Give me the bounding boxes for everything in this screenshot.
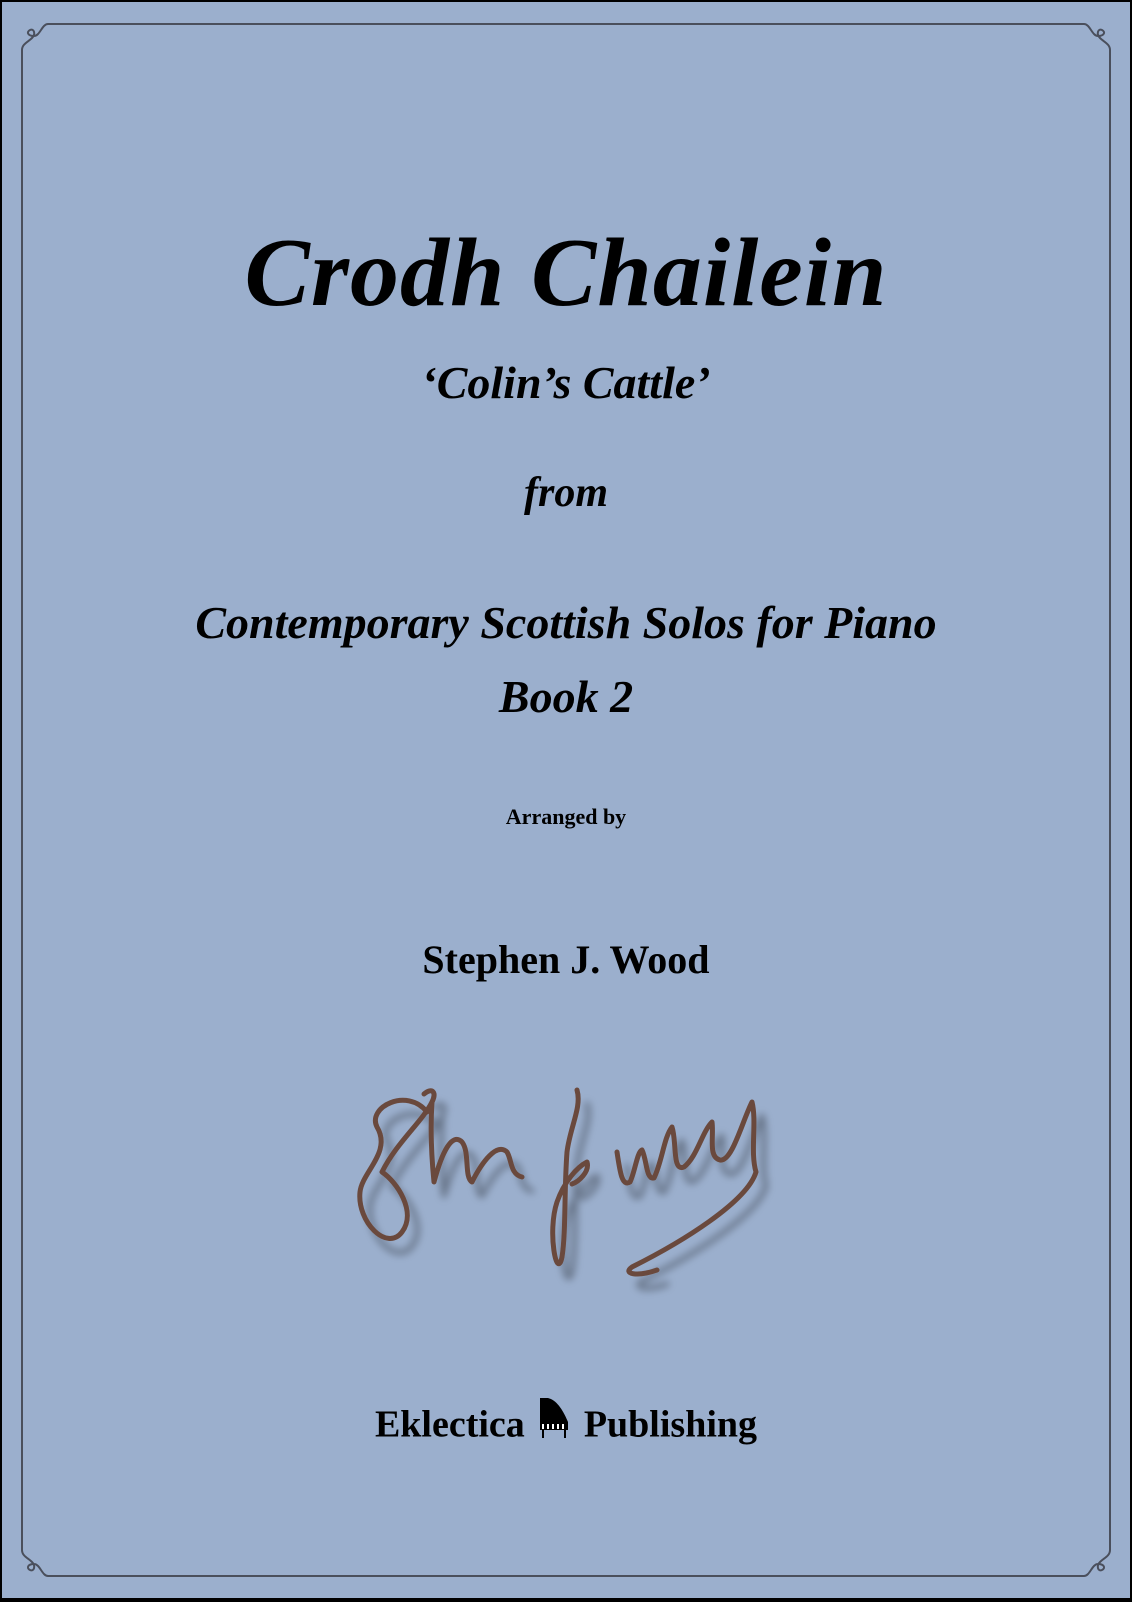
piece-title: Crodh Chailein: [244, 219, 888, 327]
grand-piano-icon: [538, 1396, 570, 1440]
publisher-logo: [2, 1402, 1130, 1446]
arranged-by-label: Arranged by: [505, 804, 627, 829]
piece-subtitle: ‘Colin’s Cattle’: [421, 357, 711, 408]
from-label: from: [524, 470, 608, 516]
publisher-name-left: Eklectica: [374, 1403, 525, 1446]
arranger-name: Stephen J. Wood: [422, 937, 710, 982]
book-number: Book 2: [498, 671, 634, 722]
signature-image: [352, 1082, 812, 1302]
cover-page: [2, 2, 1130, 1598]
publisher-name-right: Publishing: [583, 1403, 758, 1446]
collection-title: Contemporary Scottish Solos for Piano: [195, 597, 937, 648]
